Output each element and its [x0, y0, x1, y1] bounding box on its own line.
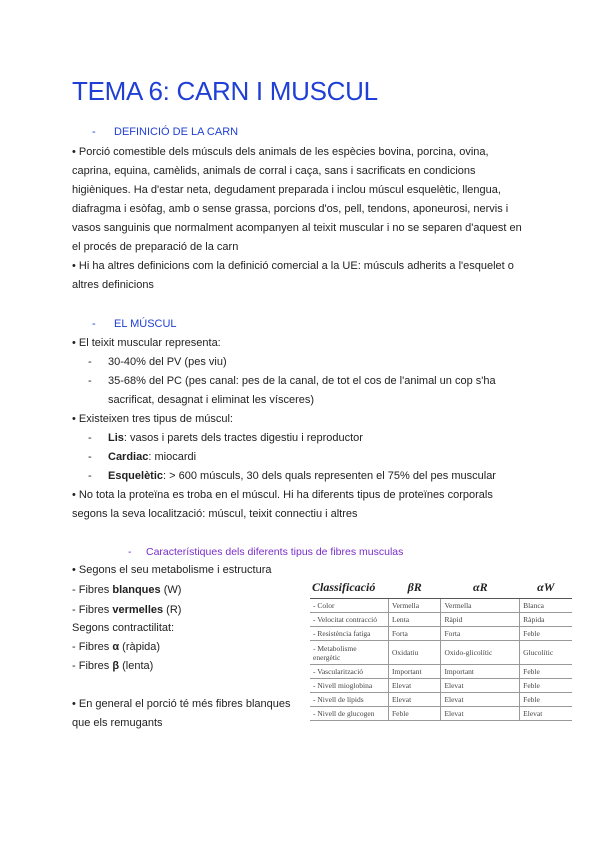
table-cell: - Color	[310, 599, 389, 613]
list-item: - Lis: vasos i parets dels tractes digestiu i reproductor	[88, 432, 363, 444]
table-cell: Feble	[520, 665, 572, 679]
table-row	[310, 665, 572, 679]
table-header-cell: αW	[520, 578, 572, 599]
table-cell: Elevat	[441, 693, 520, 707]
table-cell: Feble	[520, 679, 572, 693]
table-cell: Ràpida	[520, 613, 572, 627]
list-item: - 35-68% del PC (pes canal: pes de la canal, de tot el cos de l'animal un cop s'ha	[88, 375, 496, 387]
table-cell: Elevat	[520, 707, 572, 721]
paragraph-line: • Existeixen tres tipus de múscul:	[72, 413, 233, 425]
section-heading-fibres: - Característiques dels diferents tipus de fibres musculas	[128, 546, 404, 558]
table-row	[310, 693, 572, 707]
table-cell: Oxidatiu	[389, 641, 441, 665]
fiber-classification-table	[310, 578, 572, 721]
table-row	[310, 599, 572, 613]
table-cell: Feble	[520, 693, 572, 707]
list-item: - Esquelètic: > 600 músculs, 30 dels quals representen el 75% del pes muscular	[88, 470, 496, 482]
table-cell: Important	[389, 665, 441, 679]
table-cell: Important	[441, 665, 520, 679]
table-cell: - Nivell de lípids	[310, 693, 389, 707]
table-cell: Elevat	[389, 679, 441, 693]
table-header-cell: αR	[441, 578, 520, 599]
table-row	[310, 627, 572, 641]
table-cell: Lenta	[389, 613, 441, 627]
table-header-cell: βR	[389, 578, 441, 599]
page-title: TEMA 6: CARN I MUSCUL	[72, 76, 378, 106]
paragraph-line: el procés de preparació de la carn	[72, 241, 239, 253]
table-cell: Forta	[441, 627, 520, 641]
table-row	[310, 613, 572, 627]
paragraph-line: • No tota la proteïna es troba en el múscul. Hi ha diferents tipus de proteïnes corporals	[72, 489, 493, 501]
table-cell: - Nivell mioglobina	[310, 679, 389, 693]
table-cell: Vermella	[389, 599, 441, 613]
paragraph-line: caprina, equina, camèlids, animals de corral i caça, sans i sacrificats en condicions	[72, 165, 476, 177]
table-cell: Ràpid	[441, 613, 520, 627]
table-cell: Vermella	[441, 599, 520, 613]
paragraph-line: • En general el porció té més fibres blanques	[72, 698, 291, 710]
table-cell: Forta	[389, 627, 441, 641]
table-row	[310, 707, 572, 721]
paragraph-line: Segons contractilitat:	[72, 622, 175, 634]
paragraph-line: higièniques. Ha d'estar neta, degudament preparada i inclou múscul esquelètic, llengua,	[72, 184, 501, 196]
section-heading-muscul: - EL MÚSCUL	[92, 318, 177, 330]
list-item: - Fibres α (ràpida)	[72, 641, 161, 653]
list-item: - Fibres β (lenta)	[72, 660, 154, 672]
paragraph-line: • Segons el seu metabolisme i estructura	[72, 564, 272, 576]
table-row	[310, 641, 572, 665]
paragraph-line: altres definicions	[72, 279, 154, 291]
paragraph-line: vasos sanguinis que normalment acompanyen al teixit muscular i no se separen d'aquest en	[72, 222, 522, 234]
section-heading-definicio: - DEFINICIÓ DE LA CARN	[92, 126, 239, 138]
table-row	[310, 679, 572, 693]
table-cell: Oxido-glicolític	[441, 641, 520, 665]
table-cell: - Nivell de glucogen	[310, 707, 389, 721]
list-item: - Cardiac: miocardi	[88, 451, 197, 463]
table-cell: - Metabolisme energètic	[310, 641, 389, 665]
paragraph-line: • Porció comestible dels músculs dels animals de les espècies bovina, porcina, ovina,	[72, 146, 489, 158]
table-cell: - Velocitat contracció	[310, 613, 389, 627]
table-cell: Feble	[389, 707, 441, 721]
table-cell: - Vascularització	[310, 665, 389, 679]
paragraph-line: • Hi ha altres definicions com la definició comercial a la UE: músculs adherits a l'esquelet o	[72, 260, 514, 272]
table-cell: Feble	[520, 627, 572, 641]
table-cell: - Resistència fatiga	[310, 627, 389, 641]
list-item: - Fibres blanques (W)	[72, 584, 182, 596]
paragraph-line: diafragma i esòfag, amb o sense grassa, porcions d'os, pell, tendons, aponeurosi, nervis i	[72, 203, 509, 215]
paragraph-line: segons la seva localització: múscul, teixit connectiu i altres	[72, 508, 358, 520]
list-item: - Fibres vermelles (R)	[72, 604, 182, 616]
table-cell: Elevat	[389, 693, 441, 707]
list-item-continuation: sacrificat, desagnat i eliminat les vísceres)	[108, 394, 315, 406]
paragraph-line: que els remugants	[72, 717, 163, 729]
paragraph-line: • El teixit muscular representa:	[72, 337, 221, 349]
table-cell: Elevat	[441, 707, 520, 721]
table-cell: Glucolític	[520, 641, 572, 665]
list-item: - 30-40% del PV (pes viu)	[88, 356, 227, 368]
table-cell: Blanca	[520, 599, 572, 613]
table-header-row	[310, 578, 572, 599]
table-header-cell: Classificació	[310, 578, 389, 599]
table-cell: Elevat	[441, 679, 520, 693]
